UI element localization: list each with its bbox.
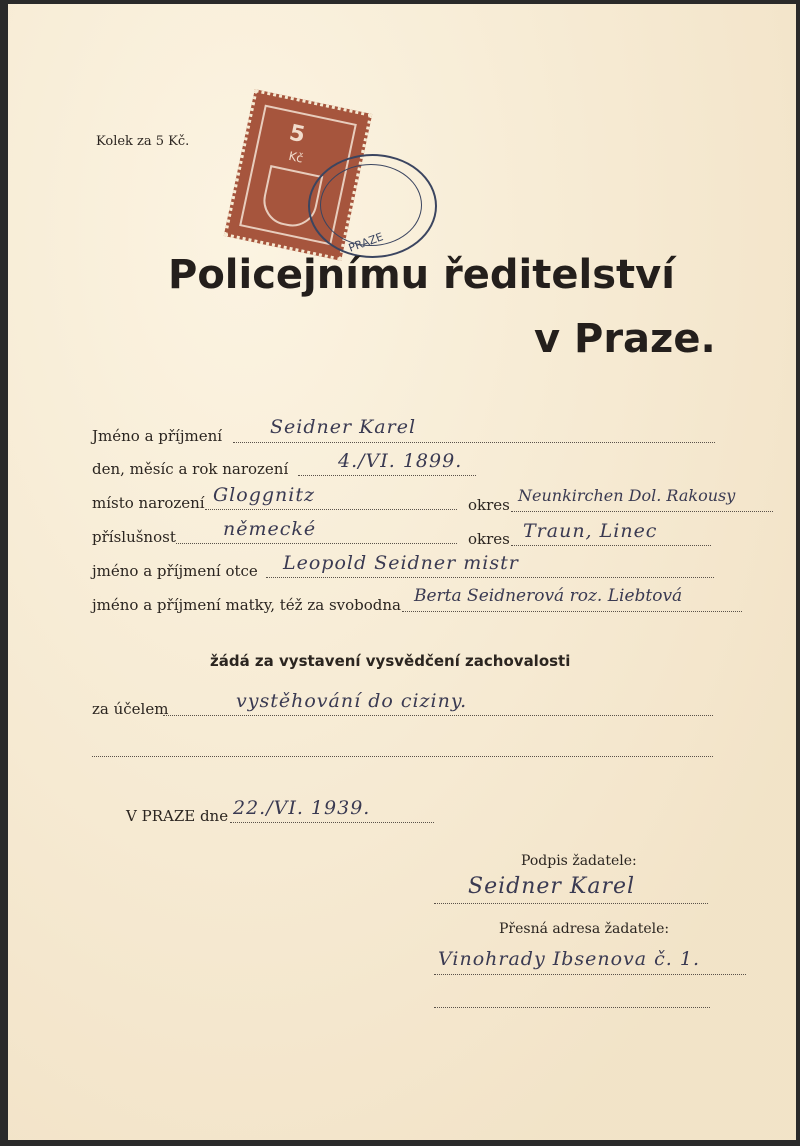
- district1-label: okres: [468, 496, 510, 514]
- date-value: 22./VI. 1939.: [233, 797, 371, 819]
- stamp-value: 5: [286, 120, 308, 149]
- district2-value: Traun, Linec: [523, 520, 658, 542]
- date-label: V PRAZE dne: [126, 807, 229, 825]
- address-value: Vinohrady Ibsenova č. 1.: [438, 948, 701, 970]
- signature-value: Seidner Karel: [468, 874, 636, 899]
- birthplace-value: Gloggnitz: [213, 484, 315, 506]
- title-line2: v Praze.: [534, 316, 716, 362]
- purpose-label: za účelem: [92, 700, 169, 718]
- father-value: Leopold Seidner mistr: [283, 552, 519, 574]
- purpose-value: vystěhování do ciziny.: [236, 690, 468, 712]
- mother-value: Berta Seidnerová roz. Liebtová: [414, 586, 683, 606]
- title-line1: Policejnímu ředitelství: [168, 252, 675, 298]
- citizenship-value: německé: [223, 518, 317, 540]
- district2-label: okres: [468, 530, 510, 548]
- name-value: Seidner Karel: [270, 416, 417, 438]
- district1-value: Neunkirchen Dol. Rakousy: [518, 486, 736, 505]
- birth-value: 4./VI. 1899.: [338, 450, 463, 472]
- cancellation-text: PRAZE: [346, 230, 385, 255]
- name-label: Jméno a příjmení: [92, 427, 223, 445]
- stamp-unit: Kč: [287, 148, 305, 166]
- birth-label: den, měsíc a rok narození: [92, 460, 289, 478]
- application-form: [8, 4, 796, 1140]
- stamp-note: Kolek za 5 Kč.: [96, 134, 190, 149]
- signature-label: Podpis žadatele:: [521, 853, 637, 869]
- father-label: jméno a příjmení otce: [92, 562, 258, 580]
- address-label: Přesná adresa žadatele:: [499, 921, 670, 937]
- citizenship-label: příslušnost: [92, 528, 176, 546]
- request-text: žádá za vystavení vysvědčení zachovalosti: [210, 652, 571, 670]
- birthplace-label: místo narození: [92, 494, 205, 512]
- mother-label: jméno a příjmení matky, též za svobodna: [92, 596, 402, 614]
